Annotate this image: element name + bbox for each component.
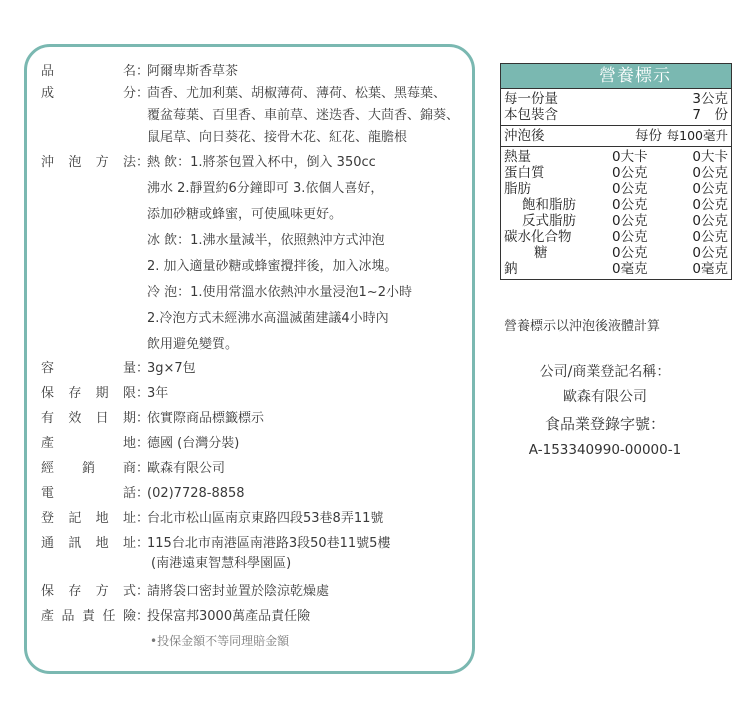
value-capacity: 3g×7包 bbox=[147, 361, 196, 376]
label-registered-address: 登 記 地 址 bbox=[41, 511, 136, 526]
nutrient-per-serving: 0公克 bbox=[612, 165, 648, 181]
brewing-line: 冰 飲：1.沸水量減半，依照熱沖方式沖泡 bbox=[147, 233, 385, 248]
value-storage: 請將袋口密封並置於陰涼乾燥處 bbox=[147, 584, 330, 599]
value-distributor: 歐森有限公司 bbox=[147, 461, 226, 476]
label-ingredients: 成 分 bbox=[41, 86, 136, 101]
nutrient-row bbox=[504, 229, 728, 245]
nutrient-row bbox=[504, 149, 728, 165]
nutrition-rows-block bbox=[501, 146, 731, 279]
product-label-panel: 品 名 ： 阿爾卑斯香草茶 成 分 ： 茴香、尤加利葉、胡椒薄荷、薄荷、松葉、黑莓葉、 覆盆莓葉、百里香、車前草、迷迭香、大茴香、錦葵、 鼠尾草、向日葵花、接骨木花、紅花、龍膽根 沖 泡 方 法 ： 熱 飲：1.將茶包置入杯中，倒入 350cc 沸水 2.靜置約6分鐘即可 3.依個人喜好， 添加砂糖或蜂蜜，可使風味更好。 冰 飲：1.沸水量減半，依照熱沖方式沖泡 2. 加入適量砂糖或蜂蜜攪拌後，加入冰塊。 冷 泡：1.使用常溫水依熱沖水量浸泡1~2小時 2.冷泡方式未經沸水高溫滅菌建議4小時內 飲用避免變質。 容 量 ： 3g×7包 保 存 期 限 ： 3年 有 效 日 期 ： 依實際商品標籤標示 產 地 ： 德國 (台灣分裝) 經 銷 商 ： 歐森有限公司 電 話 ： (02)7728-8858 登 記 地 址 ： 台北市松山區南京東路四段53巷8弄11號 通 訊 地 址 ： 115台北市南港區南港路3段50巷11號5樓 (南港遠東智慧科學園區) 保 存 方 式 ： 請將袋口密封並置於陰涼乾燥處 產 品 責 任 險 ： 投保富邦3000萬產品責任險 •投保金額不等同理賠金額 bbox=[24, 44, 475, 674]
brewing-line: 2. 加入適量砂糖或蜂蜜攪拌後，加入冰塊。 bbox=[147, 259, 398, 274]
nutrient-name: 碳水化合物 bbox=[504, 229, 572, 245]
nutrient-row bbox=[504, 165, 728, 181]
brewing-line: 熱 飲：1.將茶包置入杯中，倒入 350cc bbox=[147, 155, 376, 170]
nutrition-note: 營養標示以沖泡後液體計算 bbox=[504, 319, 661, 334]
value-origin: 德國 (台灣分裝) bbox=[147, 436, 240, 451]
nutrient-row bbox=[504, 245, 728, 261]
label-brewing-method: 沖 泡 方 法 bbox=[41, 155, 136, 170]
food-registration-label: 食品業登錄字號： bbox=[544, 415, 665, 433]
nutrient-per-100ml: 0公克 bbox=[692, 229, 728, 245]
nutrient-per-100ml: 0公克 bbox=[692, 181, 728, 197]
ingredients-line: 茴香、尤加利葉、胡椒薄荷、薄荷、松葉、黑莓葉、 bbox=[147, 86, 447, 101]
nutrient-per-100ml: 0毫克 bbox=[692, 261, 728, 277]
nutrient-row bbox=[504, 181, 728, 197]
value-product-name: 阿爾卑斯香草茶 bbox=[147, 64, 239, 79]
company-name-label: 公司/商業登記名稱： bbox=[539, 364, 671, 380]
label-mailing-address: 通 訊 地 址 bbox=[41, 536, 136, 551]
nutrient-name: 熱量 bbox=[504, 149, 531, 165]
ingredients-line: 鼠尾草、向日葵花、接骨木花、紅花、龍膽根 bbox=[147, 130, 408, 145]
nutrient-row bbox=[504, 261, 728, 277]
nutrient-per-serving: 0公克 bbox=[612, 197, 648, 213]
label-storage: 保 存 方 式 bbox=[41, 584, 136, 599]
value-liability-insurance: 投保富邦3000萬產品責任險 bbox=[147, 609, 311, 624]
nutrient-per-serving: 0公克 bbox=[612, 245, 648, 261]
nutrient-per-serving: 0公克 bbox=[612, 181, 648, 197]
label-phone: 電 話 bbox=[41, 486, 136, 501]
nutrition-facts-table bbox=[500, 63, 732, 280]
servings-value: 7 份 bbox=[692, 107, 728, 123]
value-mailing-address: 115台北市南港區南港路3段50巷11號5樓 bbox=[147, 536, 391, 551]
nutrient-name: 飽和脂肪 bbox=[522, 197, 576, 213]
value-shelf-life: 3年 bbox=[147, 386, 169, 401]
insurance-note: •投保金額不等同理賠金額 bbox=[150, 634, 290, 648]
brewing-line: 添加砂糖或蜂蜜，可使風味更好。 bbox=[147, 207, 343, 222]
nutrition-header-block bbox=[501, 125, 731, 146]
value-registered-address: 台北市松山區南京東路四段53巷8弄11號 bbox=[147, 511, 384, 526]
nutrient-name: 鈉 bbox=[504, 261, 518, 277]
label-product-name: 品 名 bbox=[41, 64, 136, 79]
nutrient-per-100ml: 0大卡 bbox=[692, 149, 728, 165]
food-registration-value: A-153340990-00000-1 bbox=[528, 442, 682, 458]
serving-label: 每一份量 bbox=[504, 91, 558, 107]
brewing-line: 冷 泡：1.使用常溫水依熱沖水量浸泡1~2小時 bbox=[147, 285, 412, 300]
serving-value: 3公克 bbox=[692, 91, 728, 107]
label-capacity: 容 量 bbox=[41, 361, 136, 376]
brewing-line: 沸水 2.靜置約6分鐘即可 3.依個人喜好， bbox=[147, 181, 384, 196]
label-origin: 產 地 bbox=[41, 436, 136, 451]
nutrient-row bbox=[504, 213, 728, 229]
basis-label: 沖泡後 bbox=[504, 128, 545, 144]
nutrient-name: 脂肪 bbox=[504, 181, 531, 197]
nutrition-serving-block bbox=[501, 88, 731, 125]
value-mailing-address-line2: (南港遠東智慧科學園區) bbox=[151, 556, 292, 571]
nutrient-name: 糖 bbox=[534, 245, 548, 261]
label-liability-insurance: 產 品 責 任 險 bbox=[41, 609, 136, 624]
value-phone: (02)7728-8858 bbox=[147, 486, 245, 501]
value-expiry: 依實際商品標籤標示 bbox=[147, 411, 265, 426]
label-distributor: 經 銷 商 bbox=[41, 461, 136, 476]
nutrient-per-serving: 0公克 bbox=[612, 213, 648, 229]
label-expiry: 有 效 日 期 bbox=[41, 411, 136, 426]
brewing-line: 飲用避免變質。 bbox=[147, 337, 239, 352]
label-shelf-life: 保 存 期 限 bbox=[41, 386, 136, 401]
nutrient-per-serving: 0大卡 bbox=[612, 149, 648, 165]
nutrition-title: 營養標示 bbox=[501, 64, 731, 88]
nutrient-per-100ml: 0公克 bbox=[692, 165, 728, 181]
nutrient-per-serving: 0公克 bbox=[612, 229, 648, 245]
col-per-serving: 每份 bbox=[635, 128, 662, 144]
nutrient-name: 反式脂肪 bbox=[522, 213, 576, 229]
nutrient-row bbox=[504, 197, 728, 213]
nutrient-per-serving: 0毫克 bbox=[612, 261, 648, 277]
nutrient-per-100ml: 0公克 bbox=[692, 213, 728, 229]
col-per-100ml: 每100毫升 bbox=[666, 128, 728, 143]
ingredients-line: 覆盆莓葉、百里香、車前草、迷迭香、大茴香、錦葵、 bbox=[147, 108, 460, 123]
servings-label: 本包裝含 bbox=[504, 107, 558, 123]
nutrient-name: 蛋白質 bbox=[504, 165, 545, 181]
nutrient-per-100ml: 0公克 bbox=[692, 197, 728, 213]
nutrient-per-100ml: 0公克 bbox=[692, 245, 728, 261]
brewing-line: 2.冷泡方式未經沸水高溫滅菌建議4小時內 bbox=[147, 311, 389, 326]
company-name-value: 歐森有限公司 bbox=[563, 389, 647, 405]
